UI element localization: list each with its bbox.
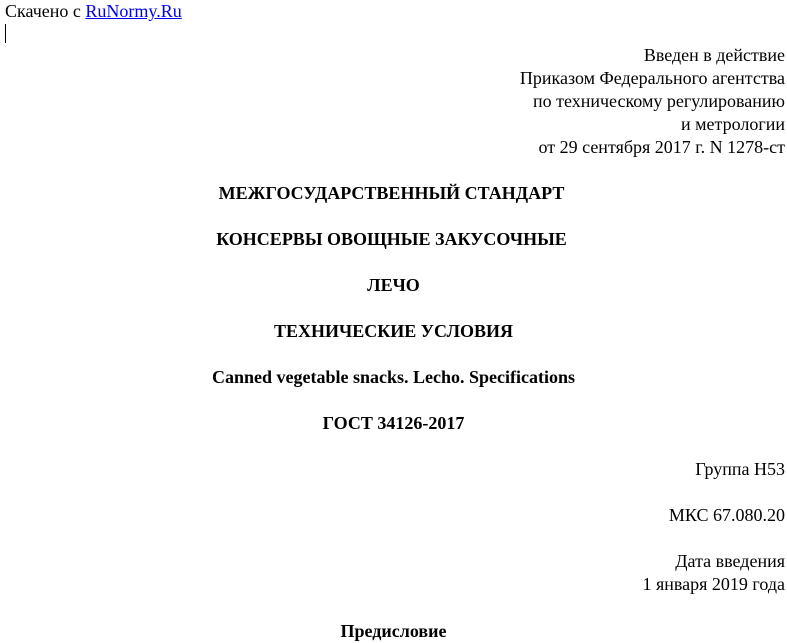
product-name-heading: ЛЕЧО <box>367 275 420 295</box>
enactment-line: Приказом Федерального агентства <box>519 68 785 88</box>
effective-date-value: 1 января 2019 года <box>642 574 785 594</box>
source-line <box>5 0 182 23</box>
enactment-line: от 29 сентября 2017 г. N 1278-ст <box>538 137 785 157</box>
enactment-line: по техническому регулированию <box>532 91 785 111</box>
foreword-heading: Предисловие <box>340 621 447 641</box>
product-group-heading: КОНСЕРВЫ ОВОЩНЫЕ ЗАКУСОЧНЫЕ <box>216 229 567 249</box>
text-cursor <box>5 24 6 43</box>
enactment-line: и метрологии <box>681 114 785 134</box>
effective-date-label: Дата введения <box>675 551 785 571</box>
source-prefix: Скачено с <box>5 1 81 21</box>
english-title-heading: Canned vegetable snacks. Lecho. Specifications <box>211 367 575 387</box>
mks-code: МКС 67.080.20 <box>668 505 785 525</box>
group-code: Группа Н53 <box>695 459 785 479</box>
doc-kind-heading: ТЕХНИЧЕСКИЕ УСЛОВИЯ <box>274 321 513 341</box>
designation-heading: ГОСТ 34126-2017 <box>322 413 465 433</box>
standard-type-heading: МЕЖГОСУДАРСТВЕННЫЙ СТАНДАРТ <box>218 183 565 203</box>
enactment-line: Введен в действие <box>643 45 785 65</box>
runormy-link[interactable]: RuNormy.Ru <box>85 1 182 21</box>
enactment-block <box>520 44 785 159</box>
